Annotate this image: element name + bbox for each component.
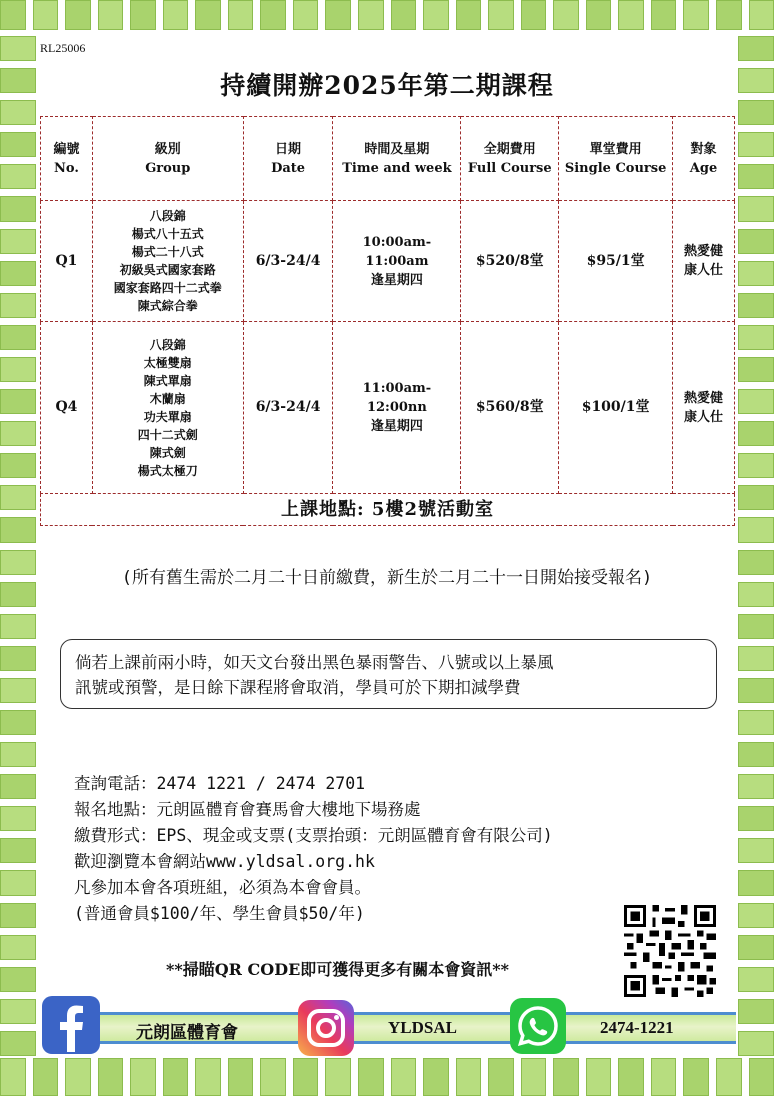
page-title: 持續開辦2025年第二期課程 (220, 71, 554, 100)
course-age: 熱愛健 康人仕 (673, 201, 735, 322)
table-row (41, 322, 735, 494)
enquiry-phone: 查詢電話：2474 1221 / 2474 2701 (74, 774, 366, 793)
course-group: 八段錦 楊式八十五式 楊式二十八式 初級吳式國家套路 國家套路四十二式拳 陳式綜合拳 (92, 201, 243, 322)
qr-note: **掃瞄QR CODE即可獲得更多有關本會資訊** (166, 960, 510, 979)
warning-line: 倘若上課前兩小時，如天文台發出黑色暴雨警告、八號或以上暴風 (75, 653, 554, 672)
border-top (0, 0, 774, 30)
course-full-fee: $520/8堂 (461, 201, 559, 322)
venue-row (41, 494, 735, 526)
course-age: 熱愛健 康人仕 (673, 322, 735, 494)
membership-fee: (普通會員$100/年、學生會員$50/年) (74, 904, 365, 923)
weather-warning-box (60, 639, 717, 709)
course-full-fee: $560/8堂 (461, 322, 559, 494)
document-code: RL25006 (40, 41, 86, 55)
course-date: 6/3-24/4 (243, 322, 333, 494)
course-time: 10:00am-11:00am 逢星期四 (333, 201, 461, 322)
instagram-icon[interactable] (298, 1000, 354, 1056)
table-row (41, 201, 735, 322)
course-group: 八段錦 太極雙扇 陳式單扇 木蘭扇 功夫單扇 四十二式劍 陳式劍 楊式太極刀 (92, 322, 243, 494)
qr-code[interactable] (624, 905, 716, 997)
border-bottom (0, 1058, 774, 1096)
course-date: 6/3-24/4 (243, 201, 333, 322)
payment-methods: 繳費形式：EPS、現金或支票(支票抬頭：元朗區體育會有限公司) (74, 826, 553, 845)
whatsapp-icon[interactable] (510, 998, 566, 1054)
header-single: 單堂費用 Single Course (559, 117, 673, 201)
facebook-icon[interactable] (42, 996, 100, 1054)
header-time: 時間及星期 Time and week (333, 117, 461, 201)
membership-requirement: 凡參加本會各項班組，必須為本會會員。 (74, 878, 371, 897)
venue-text: 上課地點: 5樓2號活動室 (41, 494, 735, 526)
whatsapp-number: 2474-1221 (600, 1018, 674, 1037)
website-line: 歡迎瀏覽本會網站www.yldsal.org.hk (74, 852, 375, 871)
border-right (738, 36, 774, 1056)
header-full: 全期費用 Full Course (461, 117, 559, 201)
table-header-row (41, 117, 735, 201)
header-no: 編號 No. (41, 117, 93, 201)
course-single-fee: $100/1堂 (559, 322, 673, 494)
course-no: Q1 (41, 201, 93, 322)
registration-location: 報名地點：元朗區體育會賽馬會大樓地下場務處 (74, 800, 421, 819)
facebook-name: 元朗區體育會 (136, 1023, 238, 1043)
course-time: 11:00am-12:00nn 逢星期四 (333, 322, 461, 494)
course-no: Q4 (41, 322, 93, 494)
warning-line: 訊號或預警，是日餘下課程將會取消，學員可於下期扣減學費 (75, 678, 521, 697)
instagram-name: YLDSAL (388, 1018, 457, 1037)
header-date: 日期 Date (243, 117, 333, 201)
header-group: 級別 Group (92, 117, 243, 201)
border-left (0, 36, 36, 1056)
contact-info (74, 771, 553, 927)
header-age: 對象 Age (673, 117, 735, 201)
registration-notice: (所有舊生需於二月二十日前繳費，新生於二月二十一日開始接受報名) (121, 568, 653, 588)
course-single-fee: $95/1堂 (559, 201, 673, 322)
course-table (40, 116, 735, 526)
